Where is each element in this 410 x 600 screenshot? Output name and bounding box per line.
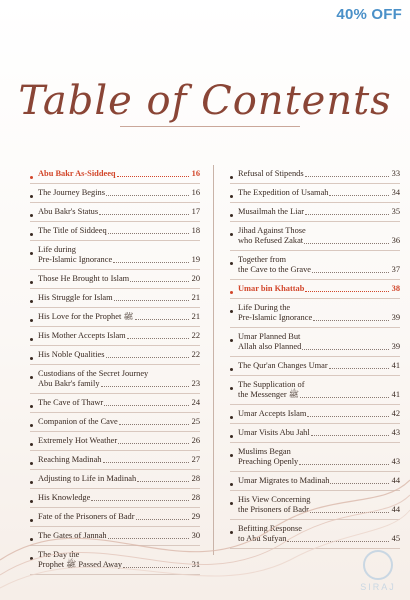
toc-entry-line (30, 255, 200, 265)
leader-dots (119, 424, 189, 425)
toc-entry-text: Together from (238, 255, 287, 264)
toc-entry-text: the Cave to the Grave (238, 265, 312, 274)
toc-page-number: 43 (391, 457, 400, 466)
toc-page-number: 44 (391, 476, 400, 485)
bullet-icon (30, 214, 33, 217)
toc-page-number: 20 (191, 274, 200, 283)
toc-entry-line (230, 255, 400, 265)
toc-entry-line (230, 265, 400, 275)
toc-entry-text: Adjusting to Life in Madinah (38, 474, 137, 483)
bullet-icon (30, 233, 33, 236)
bullet-icon (30, 281, 33, 284)
discount-badge: 40% OFF (336, 6, 402, 23)
toc-entry-title (230, 303, 400, 323)
toc-entry-line (30, 169, 200, 179)
toc-entry (30, 346, 200, 365)
bullet-icon (230, 368, 233, 371)
leader-dots (114, 300, 189, 301)
toc-entry-line (230, 361, 400, 371)
toc-entry-line (30, 398, 200, 408)
leader-dots (307, 416, 388, 417)
leader-dots (130, 281, 188, 282)
toc-entry (30, 413, 200, 432)
toc-page-number: 22 (191, 350, 200, 359)
toc-page-number: 35 (391, 207, 400, 216)
toc-entry-line (30, 369, 200, 379)
toc-page-number: 37 (391, 265, 400, 274)
toc-entry-line (30, 293, 200, 303)
toc-entry-text: Pre-Islamic Ignorance (38, 255, 113, 264)
toc-entry-text: Pre-Islamic Ignorance (238, 313, 313, 322)
toc-entry-text: Custodians of the Secret Journey (38, 369, 149, 378)
page-title: Table of Contents (18, 78, 392, 124)
leader-dots (106, 195, 189, 196)
bullet-icon (30, 338, 33, 341)
toc-entry-title (230, 284, 400, 294)
toc-entry (30, 241, 200, 270)
toc-entry-text: Companion of the Cave (38, 417, 118, 426)
bullet-icon (30, 376, 33, 379)
toc-entry-title (230, 428, 400, 438)
toc-entry (30, 222, 200, 241)
toc-page-number: 29 (191, 512, 200, 521)
toc-page-number: 30 (191, 531, 200, 540)
toc-entry-line (230, 169, 400, 179)
toc-entry-text: Prophet ﷺ Passed Away (38, 560, 123, 569)
toc-entry-text: Muslims Began (238, 447, 291, 456)
leader-dots (135, 319, 189, 320)
toc-page-number: 27 (191, 455, 200, 464)
toc-entry (230, 165, 400, 184)
toc-entry-line (230, 390, 400, 400)
toc-entry-line (30, 350, 200, 360)
toc-entry-text: His View Concerning (238, 495, 311, 504)
leader-dots (305, 291, 388, 292)
bullet-icon (30, 195, 33, 198)
toc-entry (230, 328, 400, 357)
publisher-logo (358, 550, 398, 592)
toc-entry-line (30, 207, 200, 217)
toc-page-number: 41 (391, 361, 400, 370)
toc-entry-title (30, 417, 200, 427)
toc-entry-text: Those He Brought to Islam (38, 274, 130, 283)
toc-entry-line (30, 331, 200, 341)
toc-entry (30, 270, 200, 289)
leader-dots (313, 320, 388, 321)
toc-entry-title (230, 207, 400, 217)
bullet-icon (230, 291, 233, 294)
toc-entry-title (30, 274, 200, 284)
toc-entry-text: The Gates of Jannah (38, 531, 107, 540)
leader-dots (329, 195, 388, 196)
bullet-icon (30, 252, 33, 255)
toc-entry-text: Jihad Against Those (238, 226, 306, 235)
bullet-icon (30, 176, 33, 179)
toc-entry-text: Umar Planned But (238, 332, 301, 341)
toc-page-number: 28 (191, 474, 200, 483)
toc-entry-title (30, 188, 200, 198)
leader-dots (304, 243, 389, 244)
bullet-icon (230, 195, 233, 198)
bullet-icon (30, 357, 33, 360)
toc-entry-text: Umar Migrates to Madinah (238, 476, 330, 485)
toc-entry (230, 299, 400, 328)
toc-entry-title (30, 245, 200, 265)
bullet-icon (230, 214, 233, 217)
toc-entry-text: Preaching Openly (238, 457, 299, 466)
bullet-icon (230, 262, 233, 265)
toc-page-number: 43 (391, 428, 400, 437)
toc-entry-title (30, 169, 200, 179)
toc-entry-line (230, 303, 400, 313)
bullet-icon (30, 424, 33, 427)
toc-entry-text: Abu Bakr's Status (38, 207, 99, 216)
toc-page-number: 44 (391, 505, 400, 514)
toc-page-number: 45 (391, 534, 400, 543)
toc-entry-line (230, 236, 400, 246)
leader-dots (108, 233, 189, 234)
toc-entry-text: Allah also Planned (238, 342, 302, 351)
toc-entry-text: His Noble Qualities (38, 350, 105, 359)
toc-entry (230, 184, 400, 203)
toc-entry-text: The Title of Siddeeq (38, 226, 107, 235)
toc-page-number: 41 (391, 390, 400, 399)
toc-entry-line (230, 380, 400, 390)
toc-entry-title (30, 226, 200, 236)
toc-entry-line (230, 332, 400, 342)
toc-entry-title (30, 312, 200, 322)
toc-entry-title (30, 398, 200, 408)
bullet-icon (30, 319, 33, 322)
toc-entry-text: who Refused Zakat (238, 236, 304, 245)
toc-entry-line (30, 312, 200, 322)
leader-dots (127, 338, 189, 339)
bullet-icon (230, 310, 233, 313)
toc-entry-line (230, 188, 400, 198)
bullet-icon (230, 387, 233, 390)
toc-entry-text: His Love for the Prophet ﷺ (38, 312, 134, 321)
toc-entry-title (30, 331, 200, 341)
title-underline (120, 126, 300, 127)
toc-entry-line (30, 245, 200, 255)
toc-entry-line (230, 313, 400, 323)
toc-entry-text: Refusal of Stipends (238, 169, 304, 178)
toc-page-number: 39 (391, 313, 400, 322)
leader-dots (99, 214, 188, 215)
leader-dots (300, 397, 389, 398)
toc-entry (30, 308, 200, 327)
toc-entry-text: Reaching Madinah (38, 455, 102, 464)
toc-entry-text: to Abu Sufyan (238, 534, 287, 543)
toc-entry (230, 376, 400, 405)
toc-entry-line (230, 207, 400, 217)
toc-entry-text: Befitting Response (238, 524, 302, 533)
toc-entry-text: Umar bin Khattab (238, 284, 305, 293)
toc-entry-text: The Qur'an Changes Umar (238, 361, 328, 370)
leader-dots (302, 349, 388, 350)
toc-entry (30, 184, 200, 203)
toc-entry-line (30, 274, 200, 284)
leader-dots (311, 435, 389, 436)
toc-entry-title (230, 332, 400, 352)
toc-page-number: 18 (191, 226, 200, 235)
toc-page-number: 23 (191, 379, 200, 388)
bullet-icon (230, 435, 233, 438)
toc-entry-title (230, 409, 400, 419)
toc-entry-text: Umar Visits Abu Jahl (238, 428, 310, 437)
toc-entry-title (30, 369, 200, 389)
toc-entry-title (230, 188, 400, 198)
leader-dots (305, 214, 389, 215)
leader-dots (329, 368, 389, 369)
toc-entry-text: The Journey Begins (38, 188, 105, 197)
toc-page-number: 21 (191, 293, 200, 302)
toc-entry (30, 394, 200, 413)
toc-entry-text: the Messenger ﷺ (238, 390, 299, 399)
leader-dots (305, 176, 389, 177)
bullet-icon (230, 416, 233, 419)
toc-entry-text: the Prisoners of Badr (238, 505, 309, 514)
toc-page-number: 33 (391, 169, 400, 178)
toc-page-number: 22 (191, 331, 200, 340)
toc-entry-text: Umar Accepts Islam (238, 409, 307, 418)
toc-page-number: 34 (391, 188, 400, 197)
toc-entry-title (30, 207, 200, 217)
leader-dots (312, 272, 389, 273)
bullet-icon (30, 300, 33, 303)
toc-entry (30, 203, 200, 222)
toc-entry-title (30, 293, 200, 303)
toc-entry-text: Fate of the Prisoners of Badr (38, 512, 135, 521)
toc-entry-text: The Day the (38, 550, 80, 559)
leader-dots (117, 176, 189, 177)
toc-page-number: 17 (191, 207, 200, 216)
bullet-icon (230, 233, 233, 236)
toc-entry-text: Abu Bakr's family (38, 379, 100, 388)
toc-entry (230, 405, 400, 424)
toc-page-number: 16 (191, 169, 200, 178)
toc-entry-text: The Supplication of (238, 380, 305, 389)
toc-entry-line (230, 284, 400, 294)
toc-entry-text: The Expedition of Usamah (238, 188, 329, 197)
toc-entry-title (230, 169, 400, 179)
toc-entry-line (230, 409, 400, 419)
toc-page-number: 28 (191, 493, 200, 502)
toc-entry-title (30, 350, 200, 360)
toc-entry-title (230, 361, 400, 371)
toc-entry (30, 327, 200, 346)
toc-page-number: 39 (391, 342, 400, 351)
toc-entry-line (230, 428, 400, 438)
toc-entry-title (230, 226, 400, 246)
toc-entry-text: Abu Bakr As-Siddeeq (38, 169, 116, 178)
leader-dots (113, 262, 188, 263)
toc-page-number: 38 (391, 284, 400, 293)
toc-chapter-entry (230, 280, 400, 299)
toc-entry-text: Musailmah the Liar (238, 207, 305, 216)
bullet-icon (230, 339, 233, 342)
toc-page-number: 25 (191, 417, 200, 426)
toc-entry (230, 222, 400, 251)
leader-dots (101, 386, 189, 387)
toc-chapter-entry (30, 165, 200, 184)
bullet-icon (230, 176, 233, 179)
toc-page-number: 24 (191, 398, 200, 407)
toc-page-number: 26 (191, 436, 200, 445)
toc-entry-text: Life During the (238, 303, 291, 312)
toc-page-number: 16 (191, 188, 200, 197)
toc-entry-title (230, 380, 400, 400)
toc-entry-text: Life during (38, 245, 76, 254)
toc-page-number: 42 (391, 409, 400, 418)
toc-entry-text: His Knowledge (38, 493, 91, 502)
toc-entry-text: His Mother Accepts Islam (38, 331, 126, 340)
toc-entry-line (30, 188, 200, 198)
toc-entry (30, 289, 200, 308)
toc-entry-line (30, 226, 200, 236)
toc-entry (30, 365, 200, 394)
decorative-wave (0, 440, 410, 600)
logo-text: SIRAJ (360, 582, 396, 592)
toc-entry-line (230, 226, 400, 236)
toc-entry-text: Extremely Hot Weather (38, 436, 118, 445)
toc-entry (230, 357, 400, 376)
toc-page-number: 19 (191, 255, 200, 264)
logo-mark-icon (363, 550, 393, 580)
toc-entry-title (230, 255, 400, 275)
toc-page-number: 31 (191, 560, 200, 569)
toc-entry-line (30, 417, 200, 427)
toc-entry-line (30, 379, 200, 389)
toc-entry-text: His Struggle for Islam (38, 293, 113, 302)
toc-page-number: 36 (391, 236, 400, 245)
leader-dots (104, 405, 188, 406)
toc-entry-text: The Cave of Thawr (38, 398, 104, 407)
toc-entry (230, 251, 400, 280)
toc-page-number: 21 (191, 312, 200, 321)
leader-dots (106, 357, 189, 358)
toc-entry (230, 203, 400, 222)
toc-entry-line (230, 342, 400, 352)
bullet-icon (30, 405, 33, 408)
